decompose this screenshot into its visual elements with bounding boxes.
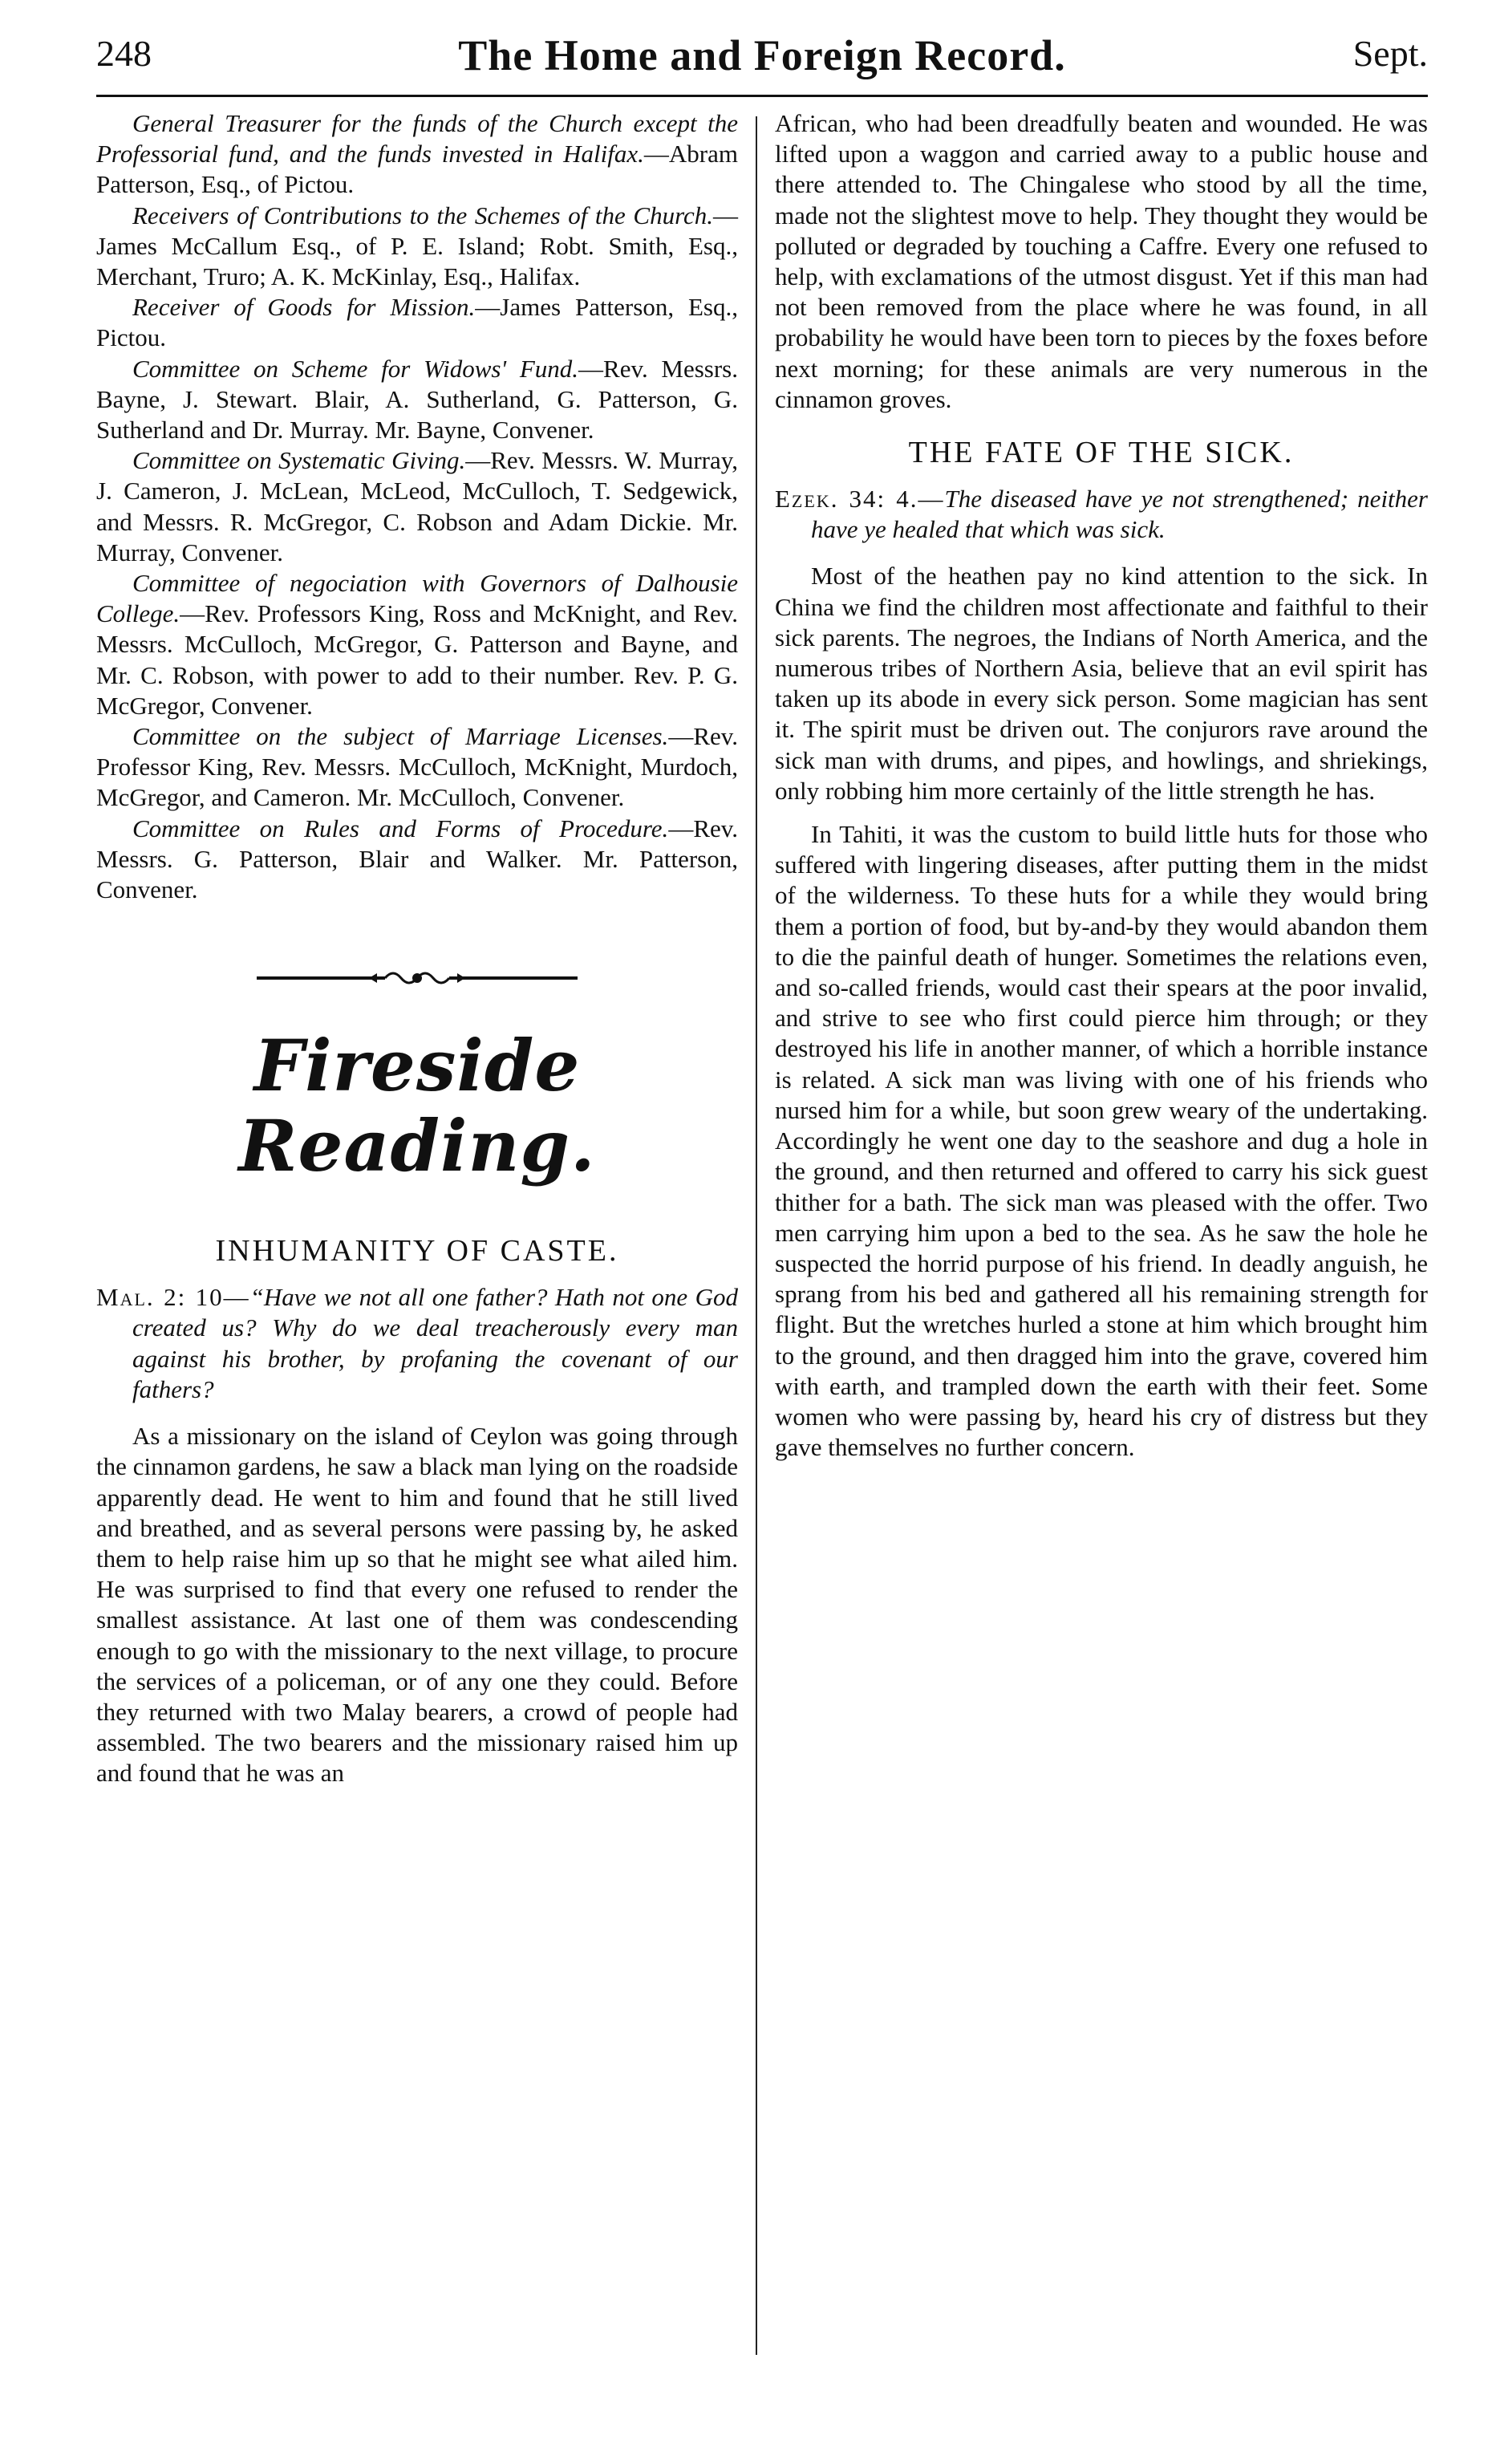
scripture-reference: Mal. 2: 10—: [96, 1283, 250, 1312]
journal-title: The Home and Foreign Record.: [458, 31, 1066, 79]
article-paragraph: In Tahiti, it was the custom to build little huts for those who suffered with lingering diseases, after putting them in the midst of the wilderness. To these huts for a while they would bring them a portion of food, but by-and-by they would abandon them to die the painful death of hunger. Sometimes the relations even, and so-called friends, would cast their spears at the poor invalid, and strive to see who first could pierce him through; or they destroyed his life in another manner, of which a horrible instance is related. A sick man was living with one of his friends who nursed him for a while, but soon grew weary of the undertaking. Accordingly he went one day to the seashore and dug a hole in the ground, and then returned and offered to carry his sick guest thither for a bath. The sick man was pleased with the offer. Two men carrying him upon a bed to the sea. As he saw the hole he suspected the horrid purpose of his friend. In deadly anguish, he sprang from his bed and gathered all his remaining strength for flight. But the wretches hurled a stone at him which brought him to the ground, and then dragged him into the grave, covered him with earth, and trampled down the earth with their feet. Some women who were passing by, heard his cry of distress but they gave themselves no further concern.: [775, 820, 1428, 1462]
issue-month: Sept.: [1352, 33, 1428, 74]
columns: [96, 108, 1428, 2395]
left-column: [96, 108, 738, 1789]
epigraph: [96, 1282, 738, 1405]
flourish-icon: [249, 966, 586, 990]
article-paragraph: Most of the heathen pay no kind attention to the sick. In China we find the children most affectionate and faithful to their sick parents. The negroes, the Indians of North America, and the numerous tribes of Northern Asia, believe that an evil spirit has taken up its abode in every sick person. Some magician has sent it. The spirit must be driven out. The conjurors rave around the sick man with drums, and pipes, and howlings, and shriekings, only robbing him more certainly of the little strength he has.: [775, 562, 1428, 805]
committee-label: Receivers of Contributions to the Schemes of the Church.: [132, 201, 713, 229]
header-rule: [96, 95, 1428, 97]
committee-members: —James Patterson, Esq., Pictou.: [96, 293, 738, 352]
committee-label: Committee on the subject of Marriage Licenses.: [132, 722, 669, 751]
section-title: Fireside Reading.: [238, 1024, 596, 1188]
page-number: 248: [96, 33, 152, 74]
committee-label: Committee of negociation with Governors of Dalhousie College.: [96, 569, 738, 628]
article-title: INHUMANITY OF CASTE.: [215, 1234, 619, 1269]
article-title: THE FATE OF THE SICK.: [908, 436, 1295, 470]
committee-entry: [96, 568, 738, 721]
committee-entry: [96, 108, 738, 201]
committee-entry: [96, 201, 738, 293]
running-head: [96, 32, 1428, 88]
committee-label: General Treasurer for the funds of the Church except the Professorial fund, and the funds invested in Halifax.: [96, 109, 738, 168]
right-column: [775, 108, 1428, 1463]
committee-members: —Rev. Professor King, Rev. Messrs. McCulloch, McKnight, Murdoch, McGregor, and Cameron. Mr. McCulloch, Convener.: [96, 722, 738, 812]
committee-label: Receiver of Goods for Mission.: [132, 293, 476, 322]
committee-entry: [96, 721, 738, 814]
epigraph-text: The diseased have ye not strengthened; neither have ye healed that which was sick.: [811, 485, 1428, 544]
committee-label: Committee on Rules and Forms of Procedure.: [132, 814, 669, 842]
article-body: [775, 561, 1428, 1463]
committee-members: —Rev. Professors King, Ross and McKnight, and Rev. Messrs. McCulloch, McGregor, G. Patterson and Bayne, and Mr. C. Robson, with power to add to their number. Rev. P. G. McGregor, Convener.: [96, 599, 738, 720]
ornament-divider: [96, 966, 738, 990]
article-body: As a missionary on the island of Ceylon was going through the cinnamon gardens, he saw a black man lying on the roadside apparently dead. He went to him and found that he still lived and breathed, and as several persons were passing by, he asked them to help raise him up so that he might see what ailed him. He was surprised to find that every one refused to render the smallest assistance. At last one of them was condescending enough to go with the missionary to the next village, to procure the services of a policeman, or of any one they could. Before they returned with two Malay bearers, a crowd of people had assembled. The two bearers and the missionary raised him up and found that he was an: [96, 1422, 738, 1788]
epigraph-text: “Have we not all one father? Hath not one God created us? Why do we deal treacherously every man against his brother, by profaning the covenant of our fathers?: [132, 1283, 738, 1403]
committee-members: —Rev. Messrs. W. Murray, J. Cameron, J. McLean, McLeod, McCulloch, T. Sedgewick, and Messrs. R. McGregor, C. Robson and Adam Dickie. Mr. Murray, Convener.: [96, 446, 739, 566]
scripture-reference: Ezek. 34: 4.—: [775, 485, 945, 514]
committee-label: Committee on Systematic Giving.: [132, 446, 466, 475]
committee-members: —Abram Patterson, Esq., of Pictou.: [96, 140, 738, 199]
committee-members: —Rev. Messrs. G. Patterson, Blair and Walker. Mr. Patterson, Convener.: [96, 814, 738, 904]
committee-entry: [96, 445, 738, 568]
committee-list: [96, 108, 738, 905]
committee-entry: [96, 814, 738, 906]
committee-members: —Rev. Messrs. Bayne, J. Stewart. Blair, A. Sutherland, G. Patterson, G. Sutherland and Dr. Murray. Mr. Bayne, Convener.: [96, 354, 738, 444]
committee-label: Committee on Scheme for Widows' Fund.: [132, 354, 579, 383]
committee-members: —James McCallum Esq., of P. E. Island; Robt. Smith, Esq., Merchant, Truro; A. K. McKinlay, Esq., Halifax.: [96, 201, 738, 291]
committee-entry: [96, 354, 738, 446]
committee-entry: [96, 292, 738, 353]
epigraph: [775, 484, 1428, 545]
continued-paragraph: African, who had been dreadfully beaten and wounded. He was lifted upon a waggon and carried away to a public house and there attended to. The Chingalese who stood by all the time, made not the slightest move to help. They thought they would be polluted or degraded by touching a Caffre. Every one refused to help, with exclamations of the utmost disgust. Yet if this man had not been removed from the place where he was found, in all probability he would have been torn to pieces by the foxes before next morning; for these animals are very numerous in the cinnamon groves.: [775, 109, 1428, 413]
column-rule: [756, 116, 757, 2355]
